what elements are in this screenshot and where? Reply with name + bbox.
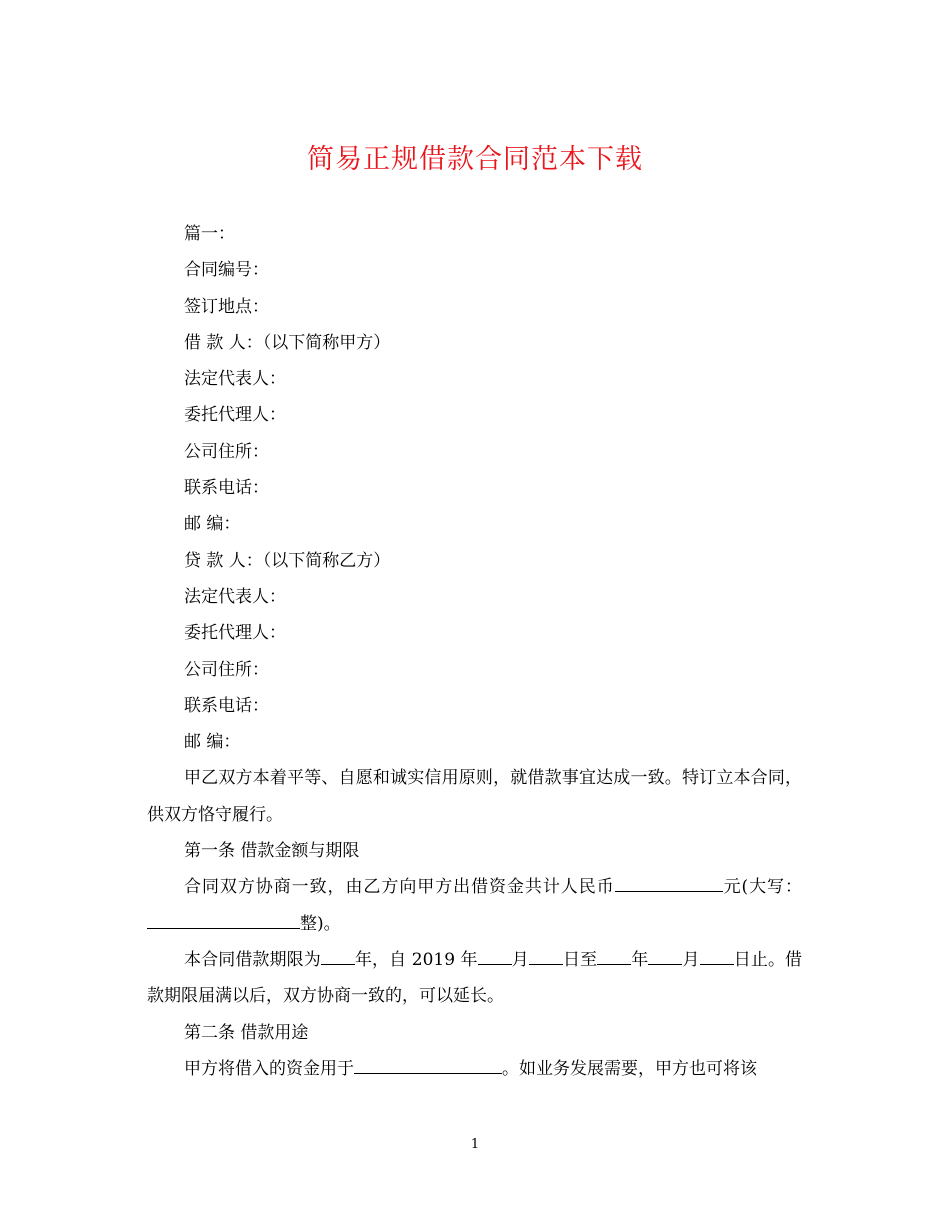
amount-words-blank bbox=[147, 910, 300, 929]
borrower-phone-field: 联系电话： bbox=[184, 478, 269, 499]
loan-amount-paragraph bbox=[147, 869, 802, 942]
loan-purpose-text-b: 。如业务发展需要，甲方也可将该 bbox=[502, 1058, 757, 1079]
preamble-paragraph: 甲乙双方本着平等、自愿和诚实信用原则，就借款事宜达成一致。特订立本合同，供双方恪守履行。 bbox=[147, 768, 802, 825]
lender-postcode-field: 邮 编： bbox=[184, 732, 241, 753]
loan-term-text-d: 日至 bbox=[562, 949, 598, 970]
lender-phone-field: 联系电话： bbox=[184, 695, 269, 716]
loan-term-paragraph bbox=[147, 942, 802, 1015]
loan-term-text-b: 年，自 2019 年 bbox=[354, 949, 478, 970]
contract-number-field: 合同编号： bbox=[184, 260, 269, 281]
document-body bbox=[147, 216, 802, 1087]
purpose-blank bbox=[354, 1055, 502, 1074]
term-years-blank bbox=[321, 946, 355, 965]
article-2-heading: 第二条 借款用途 bbox=[184, 1022, 309, 1043]
borrower-postcode-field: 邮 编： bbox=[184, 514, 241, 535]
start-day-blank bbox=[529, 946, 563, 965]
signing-place-field: 签订地点： bbox=[184, 296, 269, 317]
page-number: 1 bbox=[470, 1137, 480, 1152]
loan-amount-text-c: 整)。 bbox=[300, 913, 341, 934]
end-day-blank bbox=[700, 946, 734, 965]
end-month-blank bbox=[648, 946, 682, 965]
lender-legal-rep-field: 法定代表人： bbox=[184, 586, 286, 607]
lender-address-field: 公司住所： bbox=[184, 659, 269, 680]
loan-amount-text-a: 合同双方协商一致，由乙方向甲方出借资金共计人民币 bbox=[184, 877, 615, 898]
end-year-blank bbox=[597, 946, 631, 965]
loan-term-text-c: 月 bbox=[511, 949, 529, 970]
loan-amount-text-b: 元(大写： bbox=[722, 877, 803, 898]
section-label: 篇一： bbox=[184, 224, 235, 244]
loan-purpose-text-a: 甲方将借入的资金用于 bbox=[184, 1058, 354, 1079]
loan-term-text-g: 日止。借款期限届满以后，双方协商一致的，可以延长。 bbox=[147, 949, 803, 1007]
amount-blank bbox=[615, 873, 723, 892]
start-month-blank bbox=[478, 946, 512, 965]
loan-purpose-paragraph bbox=[147, 1051, 802, 1087]
loan-term-text-a: 本合同借款期限为 bbox=[184, 949, 321, 970]
borrower-legal-rep-field: 法定代表人： bbox=[184, 369, 286, 390]
lender-field: 贷 款 人：（以下简称乙方） bbox=[184, 550, 391, 571]
document-title: 简易正规借款合同范本下载 bbox=[307, 144, 643, 175]
borrower-agent-field: 委托代理人： bbox=[184, 405, 286, 426]
loan-term-text-f: 月 bbox=[682, 949, 700, 970]
lender-agent-field: 委托代理人： bbox=[184, 623, 286, 644]
borrower-address-field: 公司住所： bbox=[184, 441, 269, 462]
article-1-heading: 第一条 借款金额与期限 bbox=[184, 841, 360, 862]
borrower-field: 借 款 人：（以下简称甲方） bbox=[184, 332, 391, 353]
loan-term-text-e: 年 bbox=[631, 949, 649, 970]
